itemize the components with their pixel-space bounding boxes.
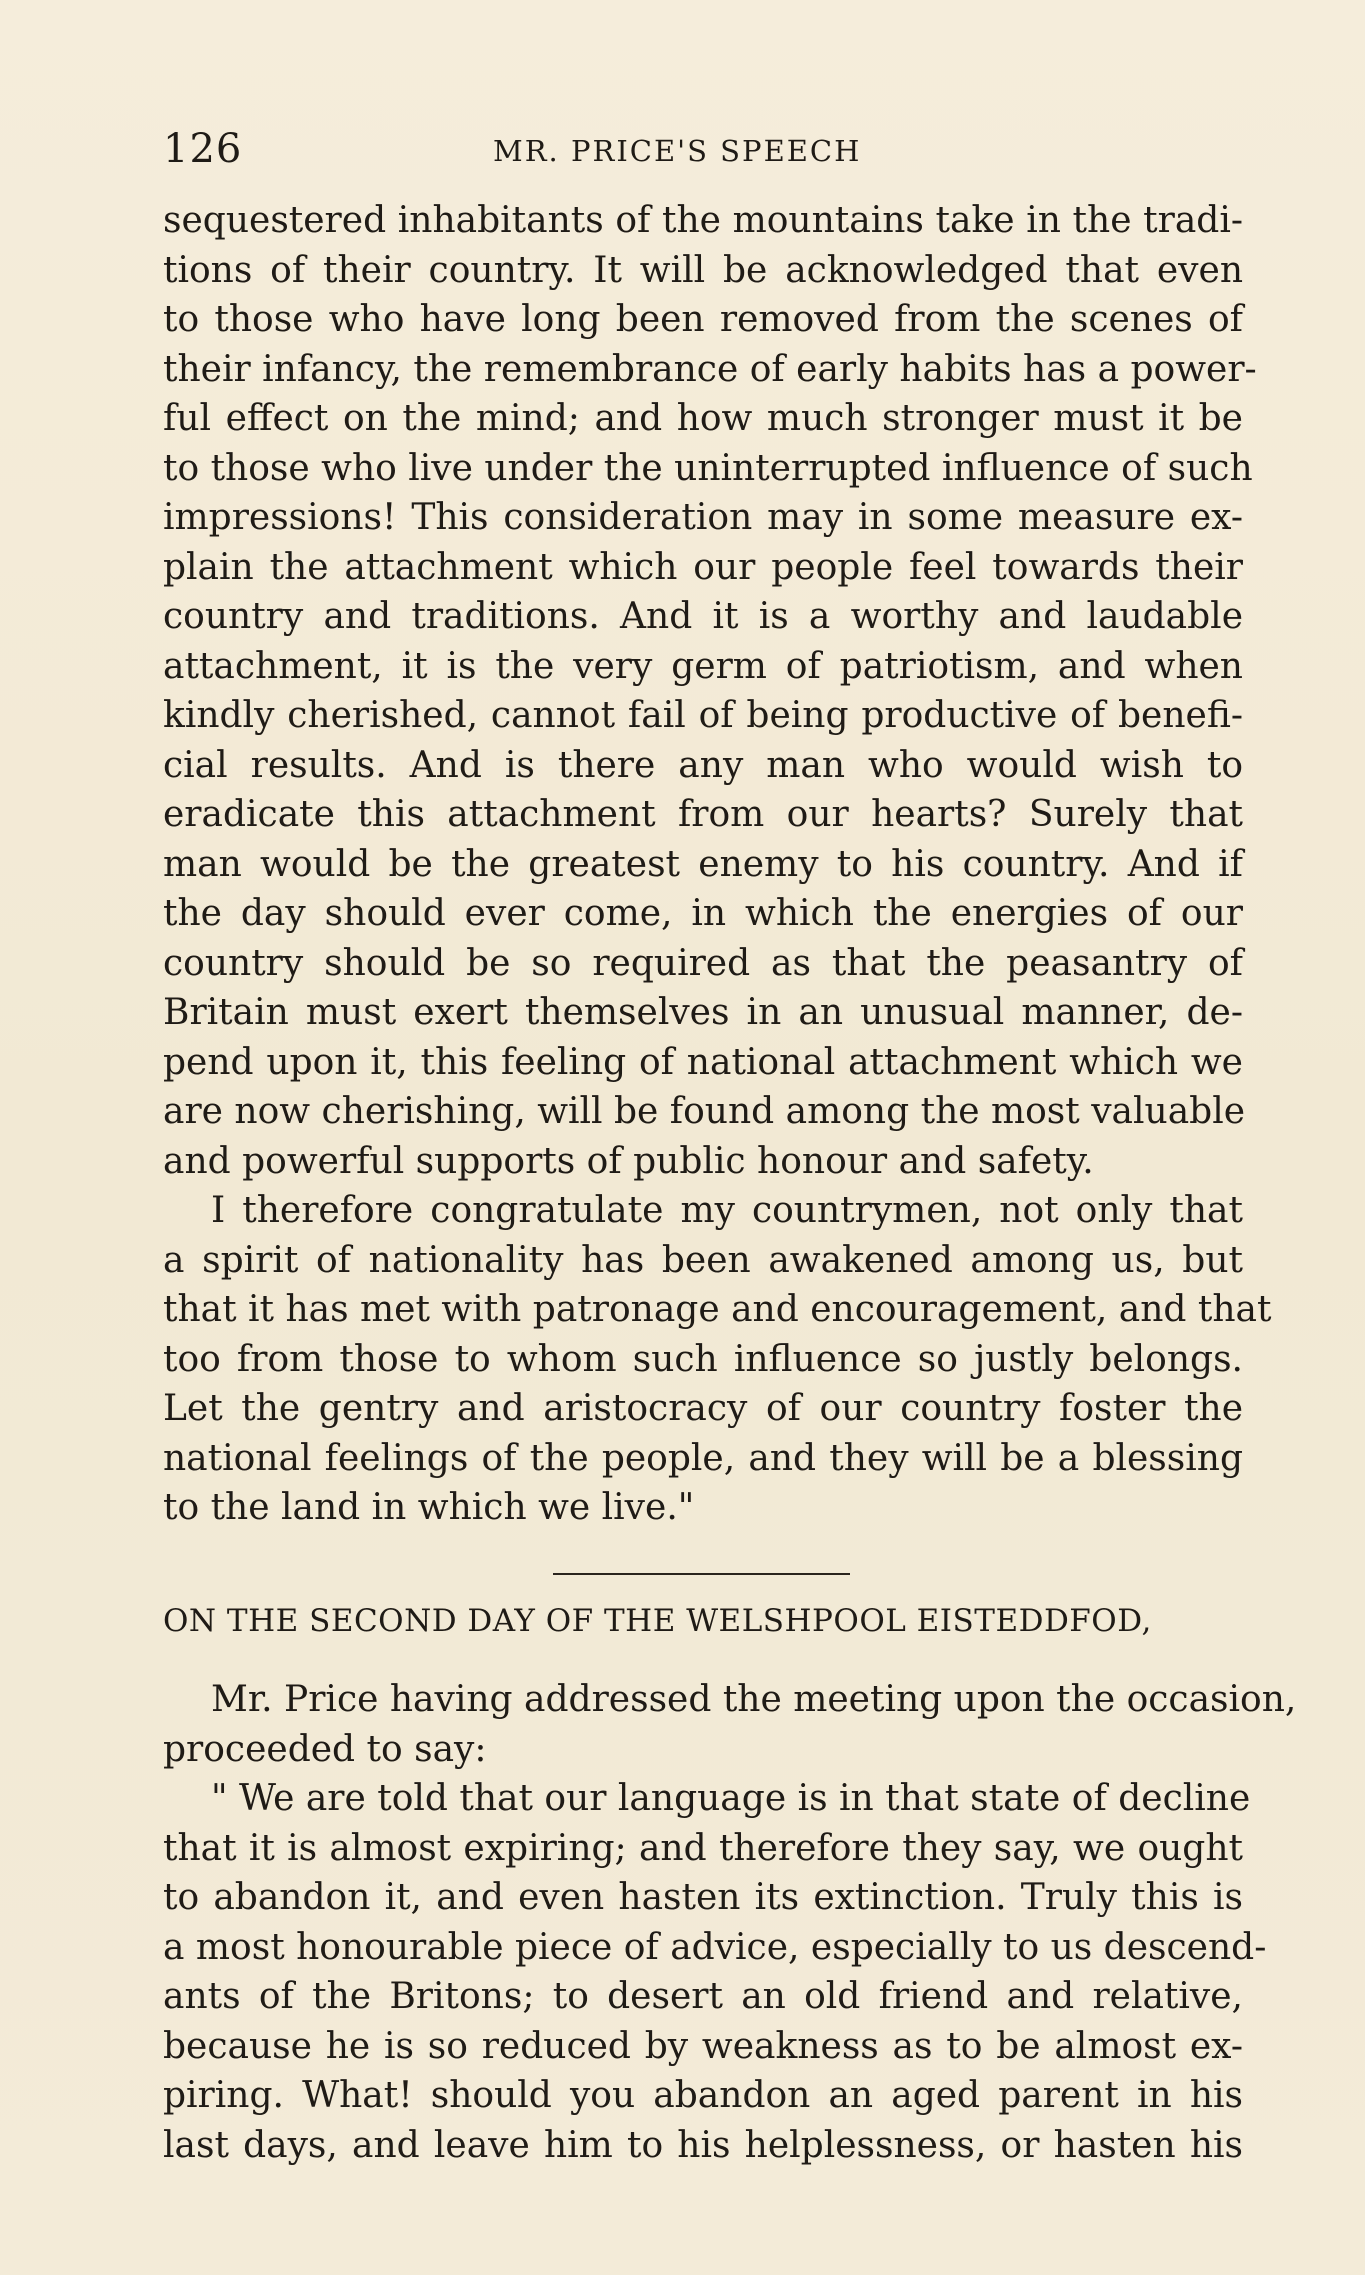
text-line: kindly cherished, cannot fail of being productive of benefi- [163,695,1243,736]
text-line: that it is almost expiring; and therefore they say, we ought [163,1827,1243,1869]
text-line: ants of the Britons; to desert an old friend and relative, [163,1976,1243,2017]
text-line: too from those to whom such influence so justly belongs. [163,1338,1243,1380]
text-line: ful effect on the mind; and how much stronger must it be [163,398,1243,439]
text-line: " We are told that our language is in that state of decline [211,1778,1251,1819]
text-line: man would be the greatest enemy to his country. And if [163,843,1243,885]
text-line: tions of their country. It will be acknowledged that even [163,249,1243,291]
text-line: and powerful supports of public honour and safety. [163,1140,1094,1182]
text-line: I therefore congratulate my countrymen, not only that [211,1190,1243,1231]
text-line: Britain must exert themselves in an unusual manner, de- [163,992,1243,1033]
text-line: country should be so required as that the peasantry of [163,942,1243,984]
text-line: cial results. And is there any man who would wish to [163,744,1243,786]
text-line: plain the attachment which our people feel towards their [163,546,1243,588]
text-line: country and traditions. And it is a worthy and laudable [163,596,1243,637]
text-line: a spirit of nationality has been awakened among us, but [163,1239,1243,1281]
text-line: Let the gentry and aristocracy of our country foster the [163,1388,1243,1429]
text-line: to the land in which we live." [163,1487,695,1528]
section-heading: ON THE SECOND DAY OF THE WELSHPOOL EISTEDDFOD, [163,1603,1152,1639]
text-line: pend upon it, this feeling of national attachment which we [163,1041,1243,1083]
text-line: eradicate this attachment from our hearts? Surely that [163,794,1243,835]
text-line: the day should ever come, in which the energies of our [163,893,1243,934]
text-line: to those who live under the uninterrupted influence of such [163,447,1253,489]
text-line: a most honourable piece of advice, especially to us descend- [163,1926,1267,1968]
text-line: proceeded to say: [163,1728,487,1770]
text-line: Mr. Price having addressed the meeting upon the occasion, [211,1679,1297,1720]
text-line: to abandon it, and even hasten its extinction. Truly this is [163,1877,1243,1918]
text-line: because he is so reduced by weakness as to be almost ex- [163,2025,1243,2067]
text-line: to those who have long been removed from the scenes of [163,299,1243,340]
page-number: 126 [163,126,243,172]
section-divider [553,1573,850,1575]
text-line: attachment, it is the very germ of patriotism, and when [163,645,1243,687]
text-line: are now cherishing, will be found among the most valuable [163,1091,1246,1132]
text-line: last days, and leave him to his helplessness, or hasten his [163,2124,1243,2166]
text-line: impressions! This consideration may in some measure ex- [163,497,1243,538]
text-line: national feelings of the people, and they will be a blessing [163,1437,1243,1479]
page-header [163,126,1243,182]
text-line: piring. What! should you abandon an aged parent in his [163,2075,1243,2116]
section-text [163,1675,1297,2170]
body-text [163,196,1272,1533]
text-line: their infancy, the remembrance of early habits has a power- [163,348,1257,390]
running-head: MR. PRICE'S SPEECH [493,134,862,168]
text-line: that it has met with patronage and encouragement, and that [163,1289,1272,1330]
text-line: sequestered inhabitants of the mountains take in the tradi- [163,200,1243,241]
